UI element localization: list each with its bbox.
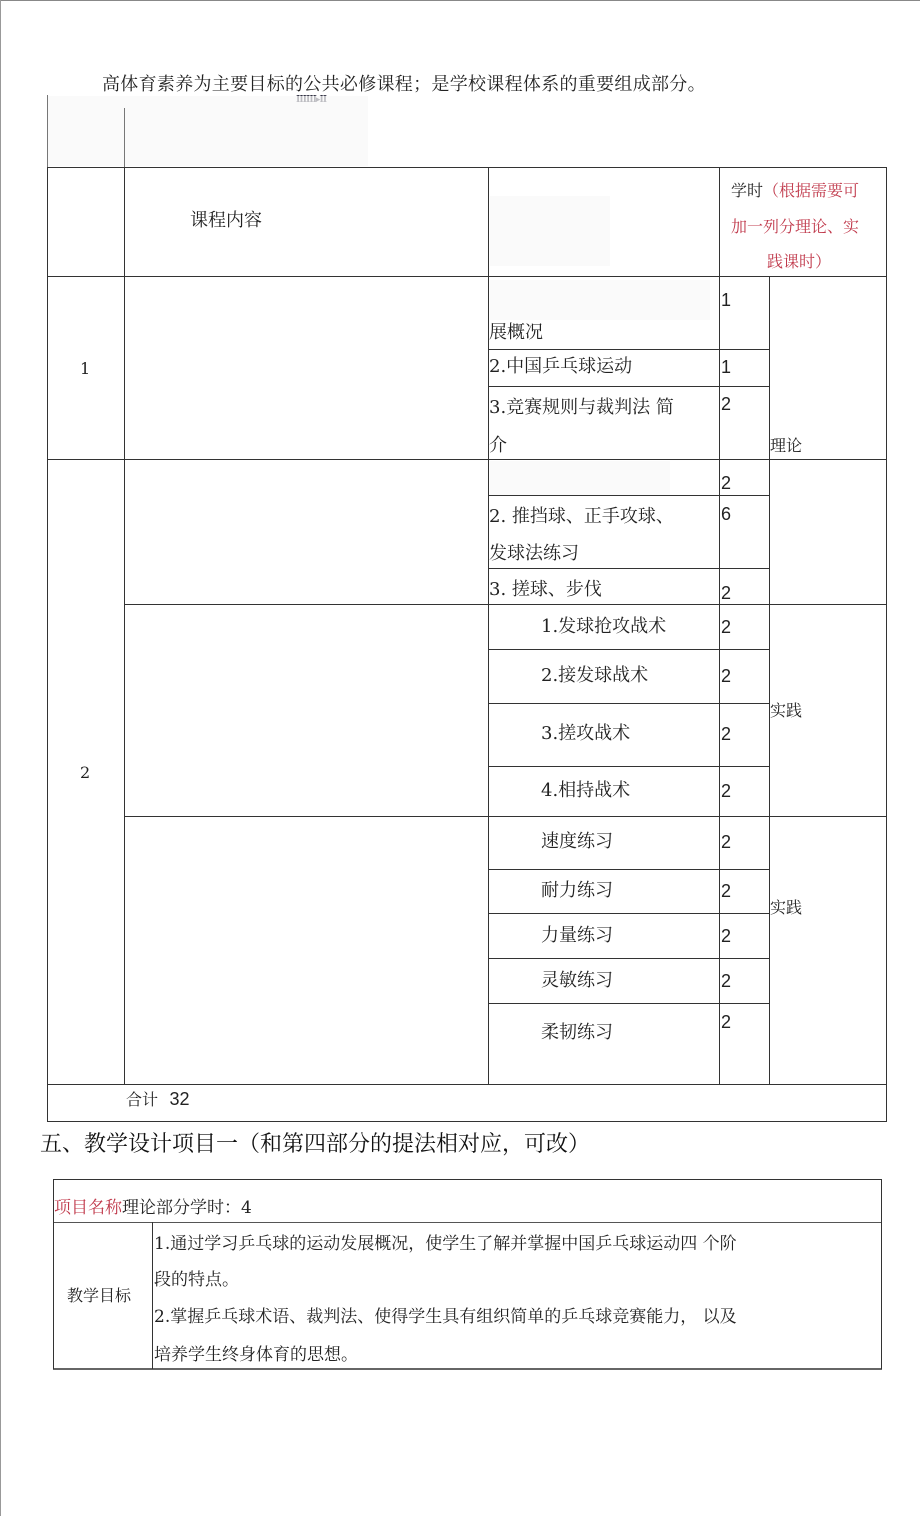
item-content: 3.竞赛规则与裁判法 简 bbox=[489, 397, 674, 418]
item-line bbox=[488, 649, 769, 650]
section-number: 2 bbox=[80, 763, 91, 782]
header-hours bbox=[731, 180, 859, 202]
item-hours: 2 bbox=[721, 781, 732, 801]
intro-paragraph: 高体育素养为主要目标的公共必修课程；是学校课程体系的重要组成部分。 bbox=[102, 74, 706, 95]
table-border-top bbox=[47, 167, 887, 168]
section-type: 理论 bbox=[770, 436, 803, 455]
item-hours: 2 bbox=[721, 473, 732, 493]
item-hours: 2 bbox=[721, 666, 732, 686]
table-col-line bbox=[719, 167, 720, 1084]
item-line bbox=[488, 568, 769, 569]
item-hours: 6 bbox=[721, 504, 732, 524]
objective-text: 培养学生终身体育的思想。 bbox=[154, 1345, 358, 1365]
item-content: 2.中国乒乓球运动 bbox=[489, 356, 633, 377]
item-line bbox=[488, 869, 769, 870]
table-border-bottom bbox=[53, 1368, 882, 1370]
item-hours: 2 bbox=[721, 394, 732, 414]
objective-text: 段的特点。 bbox=[154, 1270, 239, 1290]
item-content: 展概况 bbox=[489, 322, 543, 343]
header-course-content: 课程内容 bbox=[190, 210, 262, 231]
project-name-label: 项目名称 bbox=[54, 1198, 122, 1218]
item-content: 1.发球抢攻战术 bbox=[541, 616, 667, 637]
project-name-row bbox=[54, 1197, 252, 1219]
project-name-value: 理论部分学时：4 bbox=[122, 1198, 252, 1218]
item-content: 2. 推挡球、正手攻球、 bbox=[489, 506, 674, 527]
item-hours: 2 bbox=[721, 926, 732, 946]
total-row bbox=[126, 1088, 190, 1111]
table-col-line bbox=[124, 167, 125, 1084]
item-hours: 2 bbox=[721, 724, 732, 744]
item-hours: 1 bbox=[721, 290, 732, 310]
item-line bbox=[488, 703, 769, 704]
item-content: 力量练习 bbox=[541, 925, 613, 946]
faded-region bbox=[490, 461, 670, 495]
item-hours: 1 bbox=[721, 357, 732, 377]
item-hours: 2 bbox=[721, 583, 732, 603]
table-border-right bbox=[881, 1179, 882, 1369]
item-line bbox=[488, 1003, 769, 1004]
item-hours: 2 bbox=[721, 881, 732, 901]
item-line bbox=[488, 913, 769, 914]
item-line bbox=[488, 958, 769, 959]
row-line bbox=[124, 604, 887, 605]
item-hours: 2 bbox=[721, 1012, 732, 1032]
table-col-line bbox=[152, 1222, 153, 1369]
header-bottom-line bbox=[47, 276, 887, 277]
row-line bbox=[47, 1084, 887, 1085]
item-hours: 2 bbox=[721, 617, 732, 637]
header-hours-note: 加一列分理论、实 bbox=[731, 217, 860, 236]
section-heading: 五、教学设计项目一（和第四部分的提法相对应，可改） bbox=[40, 1132, 591, 1157]
table-col-line bbox=[769, 276, 770, 1084]
table-border-top bbox=[53, 1179, 882, 1180]
table-border-right bbox=[886, 167, 887, 1122]
objective-text: 1.通过学习乒乓球的运动发展概况，使学生了解并掌握中国乒乓球运动四 个阶 bbox=[154, 1234, 737, 1254]
total-value: 32 bbox=[169, 1089, 190, 1109]
item-content: 发球法练习 bbox=[489, 543, 579, 564]
total-label: 合计 bbox=[126, 1090, 159, 1109]
faded-region bbox=[490, 196, 610, 266]
header-hours-label: 学时 bbox=[731, 181, 764, 200]
objective-label: 教学目标 bbox=[67, 1286, 132, 1305]
row-line bbox=[124, 816, 887, 817]
item-line bbox=[488, 349, 769, 350]
section-type: 实践 bbox=[770, 701, 803, 720]
faded-line bbox=[47, 95, 48, 167]
table-border-bottom bbox=[47, 1121, 887, 1122]
row-line bbox=[47, 459, 887, 460]
row-line bbox=[53, 1222, 882, 1223]
item-hours: 2 bbox=[721, 971, 732, 991]
faded-region bbox=[48, 96, 368, 166]
table-col-line bbox=[488, 167, 489, 1084]
objective-text: 2.掌握乒乓球术语、裁判法、使得学生具有组织简单的乒乓球竞赛能力， 以及 bbox=[154, 1307, 737, 1327]
section-number: 1 bbox=[80, 359, 91, 378]
item-line bbox=[488, 386, 769, 387]
section-type: 实践 bbox=[770, 898, 803, 917]
item-content: 耐力练习 bbox=[541, 880, 613, 901]
item-content: 速度练习 bbox=[541, 831, 613, 852]
item-hours: 2 bbox=[721, 832, 732, 852]
item-line bbox=[488, 495, 769, 496]
item-content: 柔韧练习 bbox=[541, 1022, 613, 1043]
faded-region bbox=[490, 280, 710, 320]
header-hours-note: 践课时） bbox=[767, 252, 832, 271]
page-border-left bbox=[0, 0, 1, 1516]
page-border-top bbox=[0, 0, 920, 1]
item-content: 2.接发球战术 bbox=[541, 665, 649, 686]
item-line bbox=[488, 766, 769, 767]
table-border-left bbox=[47, 167, 48, 1122]
item-content: 介 bbox=[489, 435, 507, 456]
item-content: 3.搓攻战术 bbox=[541, 723, 631, 744]
item-content: 4.相持战术 bbox=[541, 780, 631, 801]
header-hours-note: （根据需要可 bbox=[763, 181, 860, 200]
item-content: 3. 搓球、步伐 bbox=[489, 579, 602, 600]
faded-line bbox=[124, 108, 125, 167]
item-content: 灵敏练习 bbox=[541, 970, 613, 991]
